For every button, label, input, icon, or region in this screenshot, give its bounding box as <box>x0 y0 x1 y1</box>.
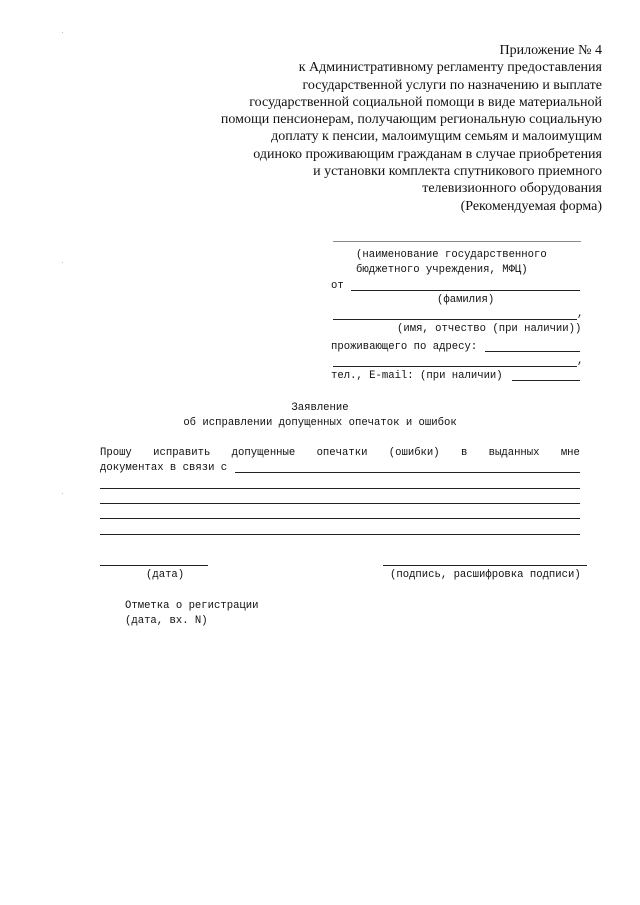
request-word: допущенные <box>231 447 296 459</box>
request-word: исправить <box>153 447 211 459</box>
surname-label: (фамилия) <box>437 294 495 306</box>
reason-field-line[interactable] <box>100 534 580 535</box>
reason-field-line[interactable] <box>100 518 580 519</box>
comma: , <box>577 308 584 320</box>
document-subtitle: об исправлении допущенных опечаток и ошибок <box>183 417 457 429</box>
documents-label: документах в связи с <box>100 462 228 474</box>
appendix-header <box>122 42 602 215</box>
institution-field[interactable] <box>333 241 581 242</box>
address-field[interactable] <box>485 351 580 352</box>
address-field-2[interactable] <box>333 366 577 367</box>
from-label: от <box>331 280 344 292</box>
request-line <box>100 447 580 460</box>
date-field[interactable] <box>100 565 208 566</box>
header-line: одиноко проживающим гражданам в случае приобретения <box>253 146 602 162</box>
address-label: проживающего по адресу: <box>331 341 478 353</box>
appendix-number: Приложение № 4 <box>499 43 602 58</box>
header-line: помощи пенсионерам, получающим региональную социальную <box>220 112 602 128</box>
name-field[interactable] <box>333 319 577 320</box>
header-line: и установки комплекта спутникового приемного <box>313 164 602 180</box>
reason-field-line[interactable] <box>100 503 580 504</box>
comma: , <box>577 355 584 367</box>
scan-speck <box>62 493 63 494</box>
form-type: (Рекомендуемая форма) <box>460 198 602 214</box>
signature-label: (подпись, расшифровка подписи) <box>390 569 581 581</box>
request-word: (ошибки) <box>388 447 440 459</box>
request-word: в <box>460 447 468 459</box>
reason-field-line[interactable] <box>100 488 580 489</box>
request-word: опечатки <box>316 447 368 459</box>
contact-field[interactable] <box>512 380 580 381</box>
request-word: Прошу <box>100 447 132 459</box>
scan-speck <box>62 262 63 263</box>
document-title: Заявление <box>291 402 349 414</box>
header-line: государственной социальной помощи в виде материальной <box>249 94 602 110</box>
signature-field[interactable] <box>383 565 587 566</box>
registration-details: (дата, вх. N) <box>125 615 208 627</box>
contact-label: тел., E-mail: (при наличии) <box>331 370 503 382</box>
header-line: телевизионного оборудования <box>422 181 602 197</box>
date-label: (дата) <box>146 569 185 581</box>
reason-field[interactable] <box>235 472 580 473</box>
request-word: выданных <box>488 447 540 459</box>
institution-label: (наименование государственного <box>356 249 547 261</box>
scan-speck <box>62 32 63 33</box>
name-label: (имя, отчество (при наличии)) <box>397 323 582 335</box>
request-word: мне <box>560 447 580 459</box>
institution-label-2: бюджетного учреждения, МФЦ) <box>356 264 528 276</box>
from-field[interactable] <box>351 290 580 291</box>
header-line: государственной услуги по назначению и выплате <box>302 77 602 93</box>
registration-label: Отметка о регистрации <box>125 600 259 612</box>
header-line: к Административному регламенту предоставления <box>298 60 602 76</box>
header-line: доплату к пенсии, малоимущим семьям и малоимущим <box>271 129 602 145</box>
